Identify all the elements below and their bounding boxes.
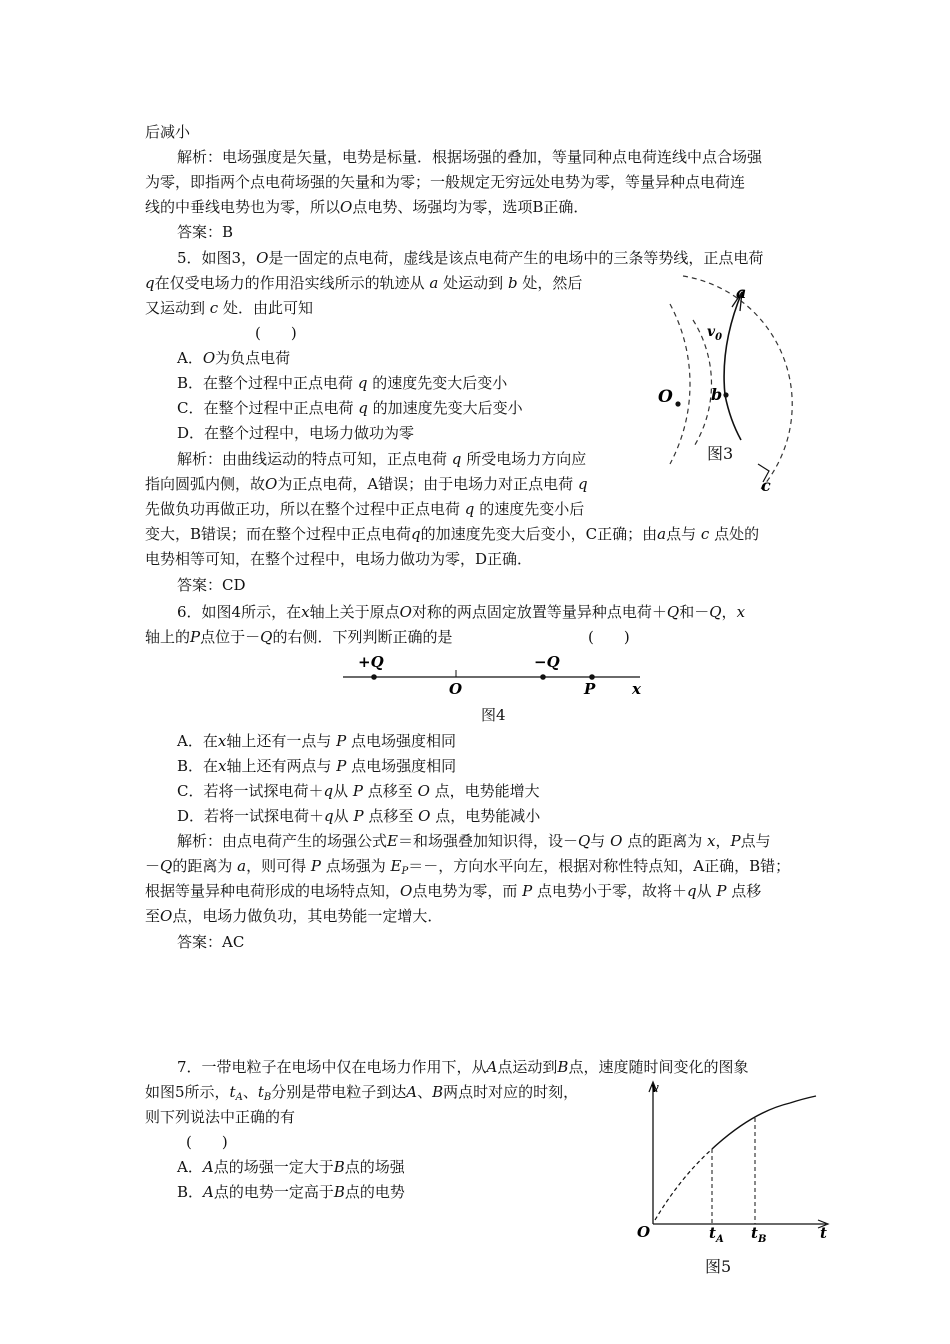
answer: 答案：AC: [177, 933, 245, 951]
solution-line: 电势相等可知，在整个过程中，电场力做功为零，D正确．: [145, 550, 533, 568]
label-o: O: [449, 680, 463, 698]
curve-dashed-start: [655, 1149, 712, 1220]
label-ta: $t_A$: [709, 1224, 724, 1245]
option-d: D．若将一试探电荷＋q从 P 点移至 O 点，电势能减小: [177, 807, 541, 825]
answer-blank: ( ): [588, 628, 630, 646]
equipotential-middle: [670, 304, 690, 464]
figure-4-caption: 图4: [481, 706, 506, 724]
label-o: O: [637, 1223, 651, 1241]
text-line: 为零，即指两个点电荷场强的矢量和为零；一般规定无穷远处电势为零，等量异种点电荷连: [145, 173, 746, 191]
question-5-stem: 5．如图3，O是一固定的点电荷，虚线是该点电荷产生的电场中的三条等势线，正点电荷: [177, 249, 764, 267]
figure-3-caption: 图3: [707, 444, 734, 463]
label-tb: $t_B$: [751, 1224, 767, 1245]
label-minus-q: −Q: [534, 653, 560, 671]
option-b: B．在x轴上还有两点与 P 点电场强度相同: [177, 757, 457, 775]
trajectory: [724, 292, 742, 440]
option-a: A．A点的场强一定大于B点的场强: [177, 1158, 405, 1176]
text-line: 又运动到 c 处．由此可知: [145, 299, 313, 317]
charge-o-dot: [675, 401, 680, 406]
solution-line: －Q的距离为 a，则可得 P 点场强为 $E_P=-$，方向水平向左，根据对称性特点知，A正确，B错；: [145, 857, 791, 877]
charge-minus-q: [540, 674, 546, 680]
label-x: x: [632, 680, 641, 698]
label-t: t: [820, 1224, 827, 1242]
text-line: 如图5所示，$t_A$、$t_B$分别是带电粒子到达A、B两点时对应的时刻，: [145, 1083, 579, 1103]
answer: 答案：B: [177, 223, 234, 241]
figure-5-caption: 图5: [705, 1257, 732, 1276]
label-plus-q: +Q: [358, 653, 384, 671]
text-line: q在仅受电场力的作用沿实线所示的轨迹从 a 处运动到 b 处，然后: [145, 274, 583, 292]
solution-line: 指向圆弧内侧，故O为正点电荷，A错误；由于电场力对正点电荷 q: [145, 475, 588, 493]
text-line: 解析：电场强度是矢量，电势是标量．根据场强的叠加，等量同种点电荷连线中点合场强: [177, 148, 763, 166]
equipotential-outer: [683, 276, 792, 490]
label-a: a: [736, 283, 747, 302]
label-v: v: [651, 1081, 659, 1096]
option-a: A．在x轴上还有一点与 P 点电场强度相同: [177, 732, 456, 750]
charge-plus-q: [371, 674, 377, 680]
option-c: C．在整个过程中正点电荷 q 的加速度先变大后变小: [177, 399, 523, 417]
curve-solid-end: [790, 1096, 816, 1103]
figure-5: [632, 1078, 837, 1248]
solution-line: 根据等量异种电荷形成的电场特点知，O点电势为零，而 P 点电势小于零，故将＋q从 P 点移: [145, 882, 762, 900]
solution-line: 解析：由点电荷产生的场强公式E＝和场强叠加知识得，设－Q与 O 点的距离为 x，P点与: [177, 832, 771, 850]
solution-line: 先做负功再做正功，所以在整个过程中正点电荷 q 的速度先变小后: [145, 500, 585, 518]
solution-line: 变大，B错误；而在整个过程中正点电荷q的加速度先变大后变小，C正确；由a点与 c 点处的: [145, 525, 760, 543]
label-p: P: [584, 680, 596, 698]
label-c: c: [761, 476, 771, 495]
answer-blank: ( ): [186, 1133, 228, 1151]
option-d: D．在整个过程中，电场力做功为零: [177, 424, 415, 442]
text-line: 线的中垂线电势也为零，所以O点电势、场强均为零，选项B正确．: [145, 198, 589, 216]
option-a: A．O为负点电荷: [177, 349, 291, 367]
point-b-dot: [723, 392, 728, 397]
option-b: B．A点的电势一定高于B点的电势: [177, 1183, 405, 1201]
label-o: O: [658, 387, 673, 407]
answer: 答案：CD: [177, 576, 246, 594]
point-p: [589, 674, 595, 680]
text-line: 轴上的P点位于－Q的右侧．下列判断正确的是: [145, 628, 453, 646]
curve-solid: [712, 1103, 790, 1149]
text-line: 则下列说法中正确的有: [145, 1108, 296, 1126]
option-b: B．在整个过程中正点电荷 q 的速度先变大后变小: [177, 374, 508, 392]
option-c: C．若将一试探电荷＋q从 P 点移至 O 点，电势能增大: [177, 782, 540, 800]
label-b: b: [711, 385, 723, 404]
question-6-stem: 6．如图4所示，在x轴上关于原点O对称的两点固定放置等量异种点电荷＋Q和－Q，x: [177, 603, 746, 621]
solution-line: 至O点，电场力做负功，其电势能一定增大．: [145, 907, 443, 925]
solution-line: 解析：由曲线运动的特点可知，正点电荷 q 所受电场力方向应: [177, 450, 587, 468]
answer-blank: ( ): [255, 324, 297, 342]
question-7-stem: 7．一带电粒子在电场中仅在电场力作用下，从A点运动到B点，速度随时间变化的图象: [177, 1058, 749, 1076]
label-v0: $v_0$: [707, 324, 723, 343]
figure-3: [650, 270, 820, 500]
figure-4: [340, 650, 650, 700]
text-line: 后减小: [145, 123, 191, 141]
